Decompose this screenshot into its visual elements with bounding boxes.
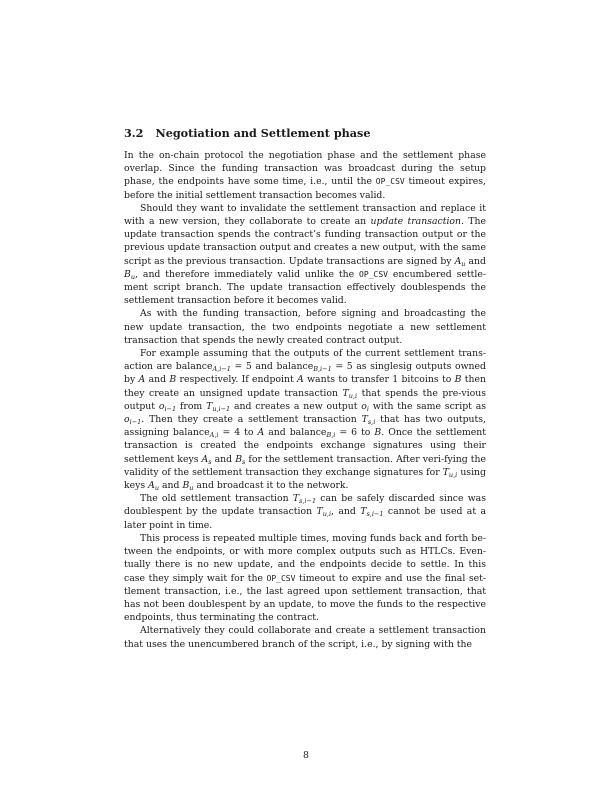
text: timeout expires, before the initial settlement transaction becomes valid. — [124, 176, 486, 201]
paragraph-5 — [124, 492, 486, 532]
text: that spends the pre-vious output — [124, 387, 486, 412]
math-var: B — [454, 374, 462, 386]
math-sub: u,i — [348, 391, 358, 400]
paragraph-4 — [124, 347, 486, 492]
math-sub: s,i — [367, 418, 376, 427]
text: . Once the settlement transaction is created the endpoints exchange signatures using their settlement keys — [124, 427, 487, 465]
text: encumbered settle-ment script branch. The update transaction effectively doublespends the settlement transaction before it becomes valid. — [124, 268, 486, 307]
paragraph-7 — [124, 624, 486, 650]
text: can be safely discarded since was doublespent by the update transaction — [124, 493, 486, 518]
text: and — [465, 255, 487, 267]
text: = 5 as singlesig outputs owned by — [124, 361, 486, 386]
paragraph-3 — [124, 307, 486, 347]
math-sub: u,i — [322, 510, 332, 519]
math-var: A — [297, 374, 304, 386]
paragraph-6 — [124, 532, 486, 624]
code-op-csv: OP_CSV — [375, 177, 405, 187]
text: cannot be used at a later point in time. — [124, 506, 486, 531]
math-sub: A,i−1 — [212, 365, 231, 374]
page-body — [124, 126, 486, 651]
section-number: 3.2 — [124, 126, 144, 140]
text: = 5 and balance — [230, 361, 314, 373]
code-op-csv: OP_CSV — [266, 573, 296, 583]
math-var: A — [148, 480, 155, 492]
math-var: B — [124, 268, 131, 280]
math-sub: A,i — [209, 431, 219, 440]
text: wants to transfer 1 bitcoins to — [303, 374, 455, 386]
math-var: A — [454, 255, 462, 267]
text: In the on-chain protocol the negotiation phase and the settlement phase overlap. Since the funding transaction was broadcast during the setup phase, the endpoints have some time, i.e., until the — [124, 150, 486, 188]
text: and broadcast it to the network. — [193, 480, 349, 492]
math-var: B — [235, 453, 243, 465]
math-sub: s — [242, 457, 246, 466]
text: using keys — [124, 466, 486, 492]
text: Should they want to invalidate the settlement transaction and replace it with a new version, they collaborate to create an — [124, 202, 486, 228]
math-sub: s,i−1 — [299, 497, 317, 506]
math-sub: u — [130, 272, 136, 281]
text: For example assuming that the outputs of the current settlement trans-action are balance — [124, 348, 486, 373]
math-sub: u — [189, 484, 194, 493]
text: from — [176, 400, 207, 412]
text: = 4 to — [218, 427, 258, 439]
text: This process is repeated multiple times, moving funds back and forth be-tween the endpoints, or with more complex outputs such as HTLCs. Even-tually there is no new update, and the endpoints decide to settle. In this case they simply wait for the — [124, 532, 486, 584]
math-sub: u — [154, 484, 160, 493]
math-var: A — [138, 374, 146, 386]
text: and — [159, 480, 183, 492]
math-var: T — [361, 414, 368, 426]
text: then they create an unsigned update transaction — [124, 374, 486, 399]
text: that has two outputs, assigning balance — [124, 414, 487, 439]
math-sub: i — [366, 404, 369, 413]
math-var: A — [201, 453, 209, 465]
text: Alternatively they could collaborate and create a settlement transaction that uses the unencumbered branch of the script, i.e., by signing with the — [124, 625, 486, 650]
text: respectively. If endpoint — [176, 374, 298, 386]
math-var: B — [182, 480, 190, 492]
text: and — [145, 374, 170, 386]
text: . The update transaction spends the contract’s funding transaction output or the previous update transaction output and creates a new output, with the same script as the previous transaction. Update transactions are signed by — [124, 216, 486, 267]
paragraph-1 — [124, 149, 486, 202]
math-var: B — [169, 374, 177, 386]
text: and balance — [264, 427, 327, 439]
text: The old settlement transaction — [140, 493, 293, 505]
math-sub: i−1 — [129, 418, 142, 427]
math-sub: B,i−1 — [313, 365, 332, 374]
section-title: Negotiation and Settlement phase — [155, 126, 371, 140]
text: for the settlement transaction. After veri-fying the validity of the settlement transaction they exchange signatures for — [124, 453, 486, 478]
math-var: T — [292, 493, 300, 505]
math-sub: u — [461, 259, 466, 268]
text: , and — [331, 506, 361, 518]
math-sub: B,i — [326, 431, 336, 440]
math-var: o — [361, 400, 367, 412]
page-number: 8 — [303, 750, 309, 761]
math-sub: i−1 — [164, 404, 177, 413]
math-var: T — [206, 400, 213, 412]
math-var: T — [360, 506, 367, 518]
text: and creates a new output — [230, 400, 362, 412]
math-sub: s — [208, 457, 212, 466]
text: = 6 to — [335, 427, 375, 439]
math-var: B — [374, 427, 382, 439]
text: , and therefore immediately valid unlike the — [135, 268, 360, 280]
text: and — [211, 453, 236, 465]
math-var: A — [257, 427, 265, 439]
math-var: T — [442, 466, 449, 478]
math-var: T — [316, 506, 323, 518]
text: timeout to expire and use the final set-tlement transaction, i.e., the last agreed upon settlement transaction, that has not been doublespent by an update, to move the funds to the respective endpoints, thus terminating the contract. — [124, 572, 487, 624]
math-sub: u,i — [448, 470, 458, 479]
text: As with the funding transaction, before signing and broadcasting the new update transaction, the two endpoints negotiate a new settlement transaction that spends the newly created contract output. — [124, 308, 486, 346]
text: with the same script as — [369, 400, 487, 412]
text: . Then they create a settlement transaction — [141, 414, 362, 426]
math-sub: s,i−1 — [366, 510, 384, 519]
section-heading — [124, 126, 486, 140]
paragraph-2 — [124, 202, 486, 308]
math-var: o — [124, 414, 130, 426]
math-sub: u,i−1 — [212, 404, 231, 413]
math-var: T — [342, 387, 349, 399]
emphasis: update transaction — [370, 216, 461, 228]
math-var: o — [158, 400, 165, 412]
code-op-csv: OP_CSV — [359, 269, 388, 279]
